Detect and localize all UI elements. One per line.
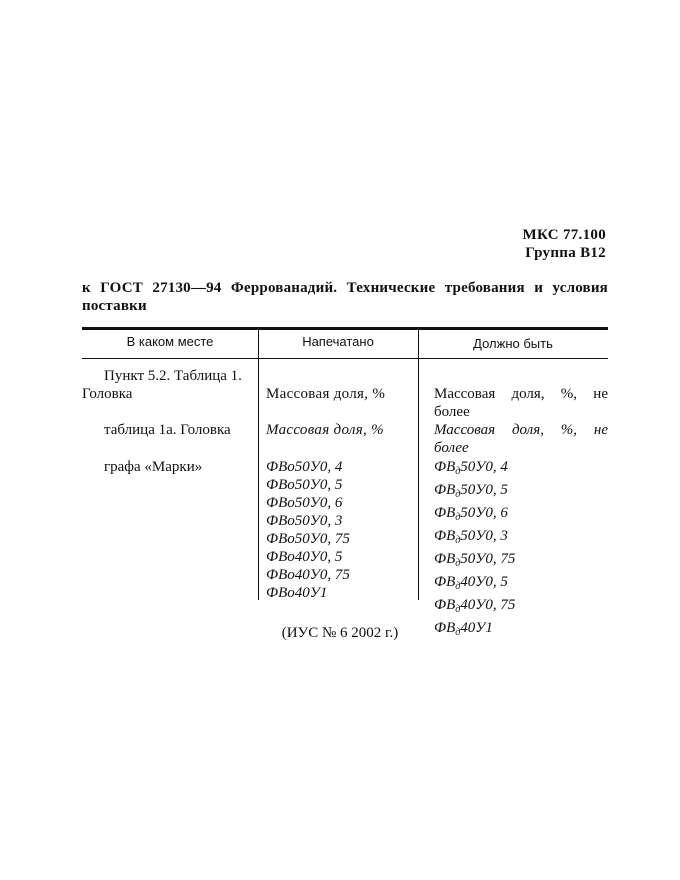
column-header-printed: Напечатано (302, 334, 374, 349)
list-item: ФВо40У0, 75 (266, 567, 350, 583)
list-item: $ФВ_д40У1$ (434, 620, 493, 638)
row1-should-line1: Массовая доля, %, не (434, 386, 608, 402)
printed-marks-list (266, 458, 350, 602)
row3-where: графа «Марки» (104, 459, 203, 475)
column-divider-1 (258, 330, 259, 600)
list-item: $ФВ_д50У0$, 4 (434, 459, 508, 477)
row2-where: таблица 1а. Головка (104, 422, 231, 438)
column-header-should-be: Должно быть (473, 336, 553, 351)
row1-printed: Массовая доля, % (266, 386, 386, 402)
list-item: $ФВ_д50У0$, 6 (434, 505, 508, 523)
list-item: ФВо40У0, 5 (266, 549, 343, 565)
column-divider-2 (418, 330, 419, 600)
list-item: $ФВ_д50У0$, 75 (434, 551, 516, 569)
publication-reference: (ИУС № 6 2002 г.) (281, 625, 399, 641)
column-header-where: В каком месте (126, 334, 214, 349)
group-code: Группа В12 (525, 245, 606, 261)
table-header-rule (82, 358, 608, 359)
list-item: $ФВ_д50У0$, 5 (434, 482, 508, 500)
list-item: $ФВ_д40У0$, 5 (434, 574, 508, 592)
list-item: ФВо50У0, 75 (266, 531, 350, 547)
correct-marks-list (434, 458, 515, 642)
document-codes (523, 226, 607, 262)
row1-should-line2: более (434, 404, 470, 420)
list-item: ФВо50У0, 6 (266, 495, 343, 511)
row1-where-line1: Пункт 5.2. Таблица 1. (104, 368, 242, 384)
row2-should-line2: более (434, 440, 469, 456)
amendment-title: к ГОСТ 27130—94 Феррованадий. Технические требования и условия поставки (82, 280, 608, 314)
list-item: ФВо40У1 (266, 585, 328, 601)
list-item: ФВо50У0, 5 (266, 477, 343, 493)
row2-printed: Массовая доля, % (266, 422, 384, 438)
list-item: ФВо50У0, 4 (266, 459, 343, 475)
table-top-rule (82, 327, 608, 330)
mks-code: МКС 77.100 (522, 227, 606, 243)
list-item: $ФВ_д40У0$, 75 (434, 597, 516, 615)
row2-should-line1: Массовая доля, %, не (434, 422, 608, 438)
row1-where-line2: Головка (82, 386, 133, 402)
list-item: ФВо50У0, 3 (266, 513, 343, 529)
list-item: $ФВ_д50У0$, 3 (434, 528, 508, 546)
